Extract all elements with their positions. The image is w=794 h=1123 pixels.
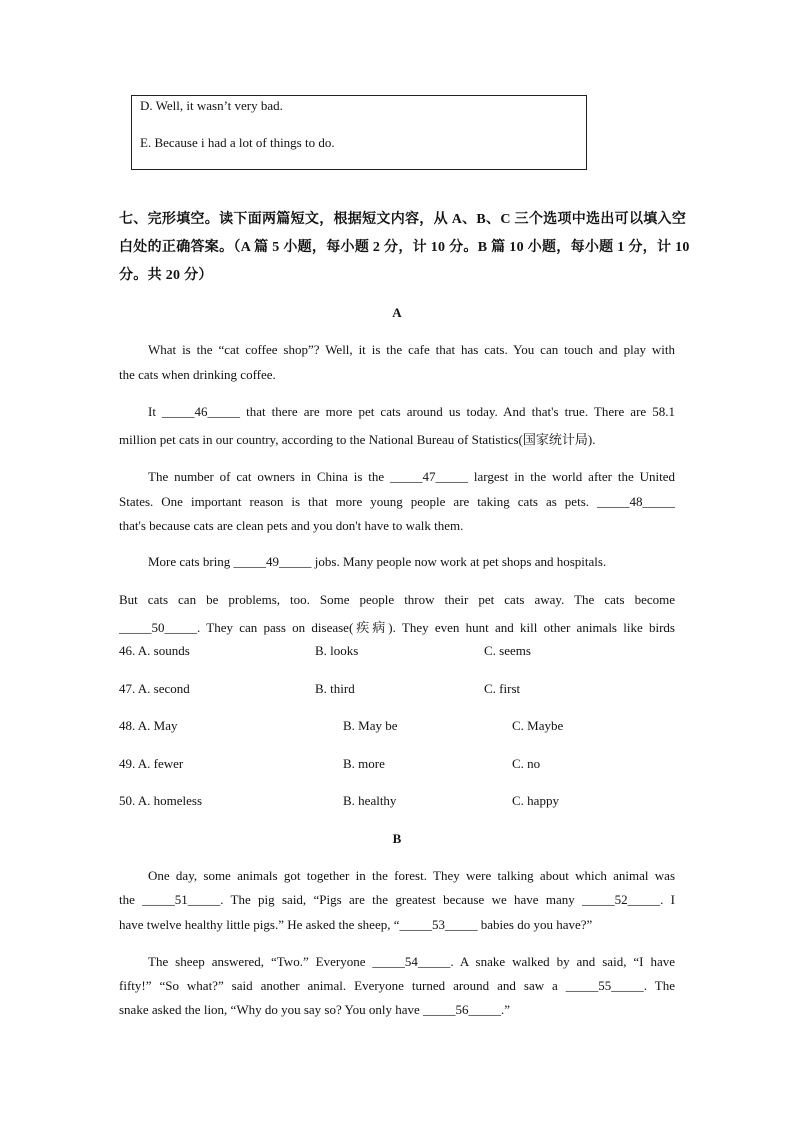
passage-a-p5-line-1: But cats can be problems, too. Some people throw their pet cats away. The cats become	[119, 592, 675, 607]
answer-options-box	[131, 95, 587, 170]
passage-a-p3-line-2: States. One important reason is that more young people are taking cats as pets. _____48_____	[119, 494, 675, 509]
section-heading-line-1: 七、完形填空。读下面两篇短文，根据短文内容，从 A、B、C 三个选项中选出可以填入空	[119, 212, 687, 227]
question-49-option-b: B. more	[343, 756, 385, 771]
option-d: D. Well, it wasn’t very bad.	[140, 98, 283, 113]
question-47-option-c: C. first	[484, 681, 521, 696]
passage-a-p2-line-1: It _____46_____ that there are more pet cats around us today. And that's true. There are 58.1	[148, 404, 675, 419]
question-50-option-b: B. healthy	[343, 793, 397, 808]
passage-b-label: B	[392, 831, 402, 846]
question-47-option-b: B. third	[315, 681, 355, 696]
passage-a-p2-line-2: million pet cats in our country, according to the National Bureau of Statistics(国家统计局).	[119, 432, 596, 447]
question-48-option-b: B. May be	[343, 718, 398, 733]
section-heading-line-2: 白处的正确答案。（A 篇 5 小题，每小题 2 分，计 10 分。B 篇 10 小题，每小题 1 分，计 10	[119, 240, 690, 255]
passage-a-label: A	[392, 305, 402, 320]
passage-a-p5-line-2: _____50_____. They can pass on disease(疾病). They even hunt and kill other animals like birds	[119, 620, 675, 635]
option-e: E. Because i had a lot of things to do.	[140, 135, 335, 150]
question-50-option-a: 50. A. homeless	[119, 793, 203, 808]
passage-a-p3-line-1: The number of cat owners in China is the _____47_____ largest in the world after the United	[148, 469, 675, 484]
question-48-option-c: C. Maybe	[512, 718, 564, 733]
question-46-option-b: B. looks	[315, 643, 359, 658]
passage-b-p1-line-2: the _____51_____. The pig said, “Pigs are the greatest because we have many _____52_____. I	[119, 892, 675, 907]
question-48-option-a: 48. A. May	[119, 718, 178, 733]
passage-b-p1-line-3: have twelve healthy little pigs.” He asked the sheep, “_____53_____ babies do you have?”	[119, 917, 593, 932]
passage-b-p2-line-1: The sheep answered, “Two.” Everyone _____54_____. A snake walked by and said, “I have	[148, 954, 675, 969]
question-46-option-a: 46. A. sounds	[119, 643, 190, 658]
question-50-option-c: C. happy	[512, 793, 559, 808]
passage-b-p1-line-1: One day, some animals got together in the forest. They were talking about which animal was	[148, 868, 675, 883]
passage-a-p4-line-1: More cats bring _____49_____ jobs. Many people now work at pet shops and hospitals.	[148, 554, 607, 569]
passage-a-p1-line-1: What is the “cat coffee shop”? Well, it is the cafe that has cats. You can touch and play with	[148, 342, 675, 357]
section-heading-line-3: 分。共 20 分）	[119, 268, 213, 283]
question-49-option-c: C. no	[512, 756, 541, 771]
passage-a-p3-line-3: that's because cats are clean pets and you don't have to walk them.	[119, 518, 464, 533]
question-47-option-a: 47. A. second	[119, 681, 190, 696]
passage-a-p1-line-2: the cats when drinking coffee.	[119, 367, 276, 382]
question-46-option-c: C. seems	[484, 643, 531, 658]
question-49-option-a: 49. A. fewer	[119, 756, 184, 771]
passage-b-p2-line-3: snake asked the lion, “Why do you say so? You only have _____56_____.”	[119, 1002, 511, 1017]
passage-b-p2-line-2: fifty!” “So what?” said another animal. Everyone turned around and saw a _____55_____. The	[119, 978, 675, 993]
